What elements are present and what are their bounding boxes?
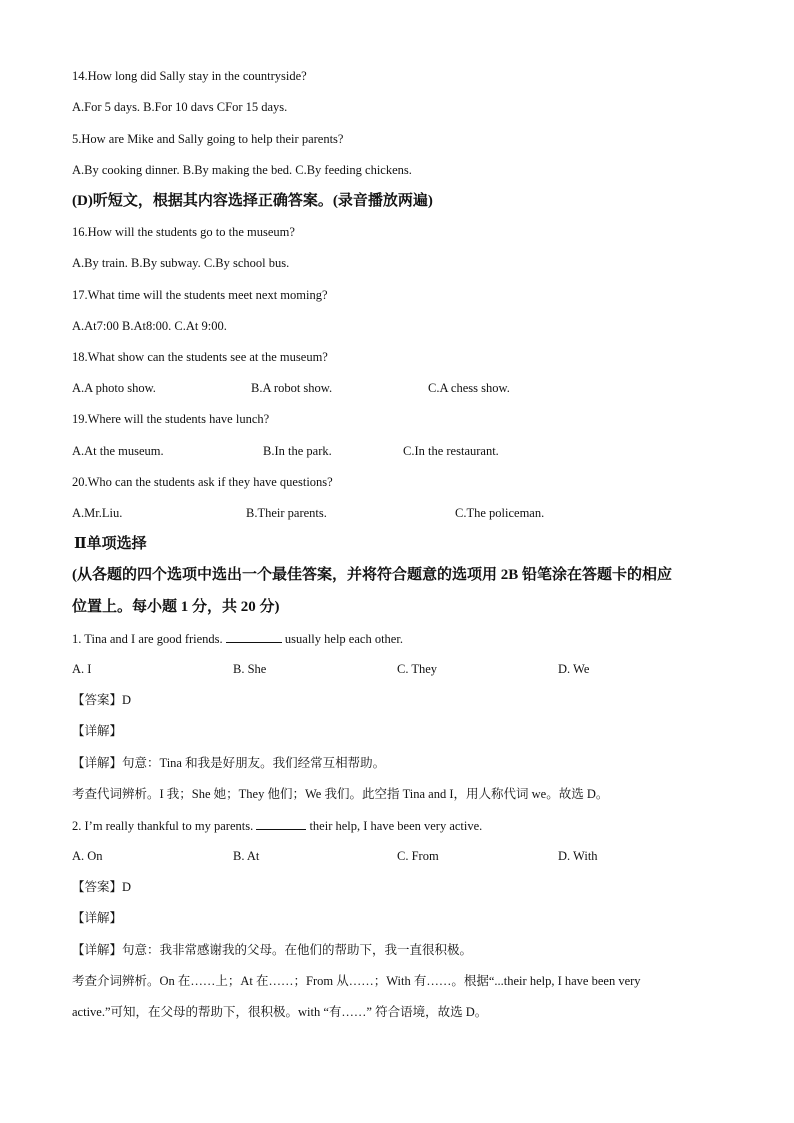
question-19-option-b: B.In the park. bbox=[263, 444, 332, 458]
mc-2-detail-translation: 【详解】句意：我非常感谢我的父母。在他们的帮助下，我一直很积极。 bbox=[72, 943, 473, 957]
part-2-instruction-line-1: (从各题的四个选项中选出一个最佳答案，并将符合题意的选项用 2B 铅笔涂在答题卡的相应 bbox=[72, 567, 673, 583]
mc-2-option-d: D. With bbox=[558, 849, 598, 863]
mc-2-option-c: C. From bbox=[397, 849, 439, 863]
question-20-option-b: B.Their parents. bbox=[246, 506, 327, 520]
mc-2-option-a: A. On bbox=[72, 849, 103, 863]
question-17-text: 17.What time will the students meet next moming? bbox=[72, 288, 328, 302]
question-15-text: 5.How are Mike and Sally going to help their parents? bbox=[72, 132, 344, 146]
question-14-text: 14.How long did Sally stay in the countryside? bbox=[72, 69, 307, 83]
section-d-heading: (D)听短文，根据其内容选择正确答案。(录音播放两遍) bbox=[72, 193, 433, 209]
answer-blank bbox=[256, 817, 306, 830]
mc-1-detail-label: 【详解】 bbox=[72, 724, 123, 738]
mc-question-2-before: 2. I’m really thankful to my parents. bbox=[72, 819, 257, 833]
mc-2-option-b: B. At bbox=[233, 849, 260, 863]
question-19-option-c: C.In the restaurant. bbox=[403, 444, 499, 458]
question-20-text: 20.Who can the students ask if they have questions? bbox=[72, 475, 333, 489]
question-18-text: 18.What show can the students see at the museum? bbox=[72, 350, 328, 364]
mc-question-2-after: their help, I have been very active. bbox=[306, 819, 483, 833]
question-19-text: 19.Where will the students have lunch? bbox=[72, 412, 270, 426]
mc-1-option-c: C. They bbox=[397, 662, 438, 676]
mc-1-detail-translation: 【详解】句意：Tina 和我是好朋友。我们经常互相帮助。 bbox=[72, 756, 386, 770]
mc-1-option-a: A. I bbox=[72, 662, 92, 676]
mc-question-1-after: usually help each other. bbox=[281, 632, 403, 646]
answer-blank bbox=[226, 630, 282, 643]
question-14-options: A.For 5 days. B.For 10 davs CFor 15 days. bbox=[72, 100, 288, 114]
question-18-option-a: A.A photo show. bbox=[72, 381, 156, 395]
question-20-option-c: C.The policeman. bbox=[455, 506, 545, 520]
mc-2-detail-analysis: 考查介词辨析。On 在……上；At 在……；From 从……；With 有……。根据“...their help, I have been very bbox=[72, 974, 641, 988]
question-16-options: A.By train. B.By subway. C.By school bus. bbox=[72, 256, 290, 270]
mc-question-2 bbox=[72, 817, 482, 834]
question-16-text: 16.How will the students go to the museum? bbox=[72, 225, 295, 239]
question-17-options: A.At7:00 B.At8:00. C.At 9:00. bbox=[72, 319, 227, 333]
mc-1-option-d: D. We bbox=[558, 662, 590, 676]
part-2-heading: Ⅱ单项选择 bbox=[74, 536, 147, 552]
mc-2-detail-conclusion: active.”可知，在父母的帮助下，很积极。with “有……” 符合语境，故选 D。 bbox=[72, 1005, 488, 1019]
mc-2-detail-label: 【详解】 bbox=[72, 911, 123, 925]
part-2-instruction-line-2: 位置上。每小题 1 分，共 20 分) bbox=[72, 599, 280, 615]
mc-1-option-b: B. She bbox=[233, 662, 267, 676]
mc-2-answer: 【答案】D bbox=[72, 880, 132, 894]
question-19-option-a: A.At the museum. bbox=[72, 444, 164, 458]
question-18-option-b: B.A robot show. bbox=[251, 381, 333, 395]
question-18-option-c: C.A chess show. bbox=[428, 381, 510, 395]
mc-1-answer: 【答案】D bbox=[72, 693, 132, 707]
mc-1-detail-analysis: 考查代词辨析。I 我；She 她；They 他们；We 我们。此空指 Tina and I，用人称代词 we。故选 D。 bbox=[72, 787, 609, 801]
mc-question-1 bbox=[72, 630, 403, 647]
question-15-options: A.By cooking dinner. B.By making the bed. C.By feeding chickens. bbox=[72, 163, 412, 177]
mc-question-1-before: 1. Tina and I are good friends. bbox=[72, 632, 226, 646]
question-20-option-a: A.Mr.Liu. bbox=[72, 506, 123, 520]
